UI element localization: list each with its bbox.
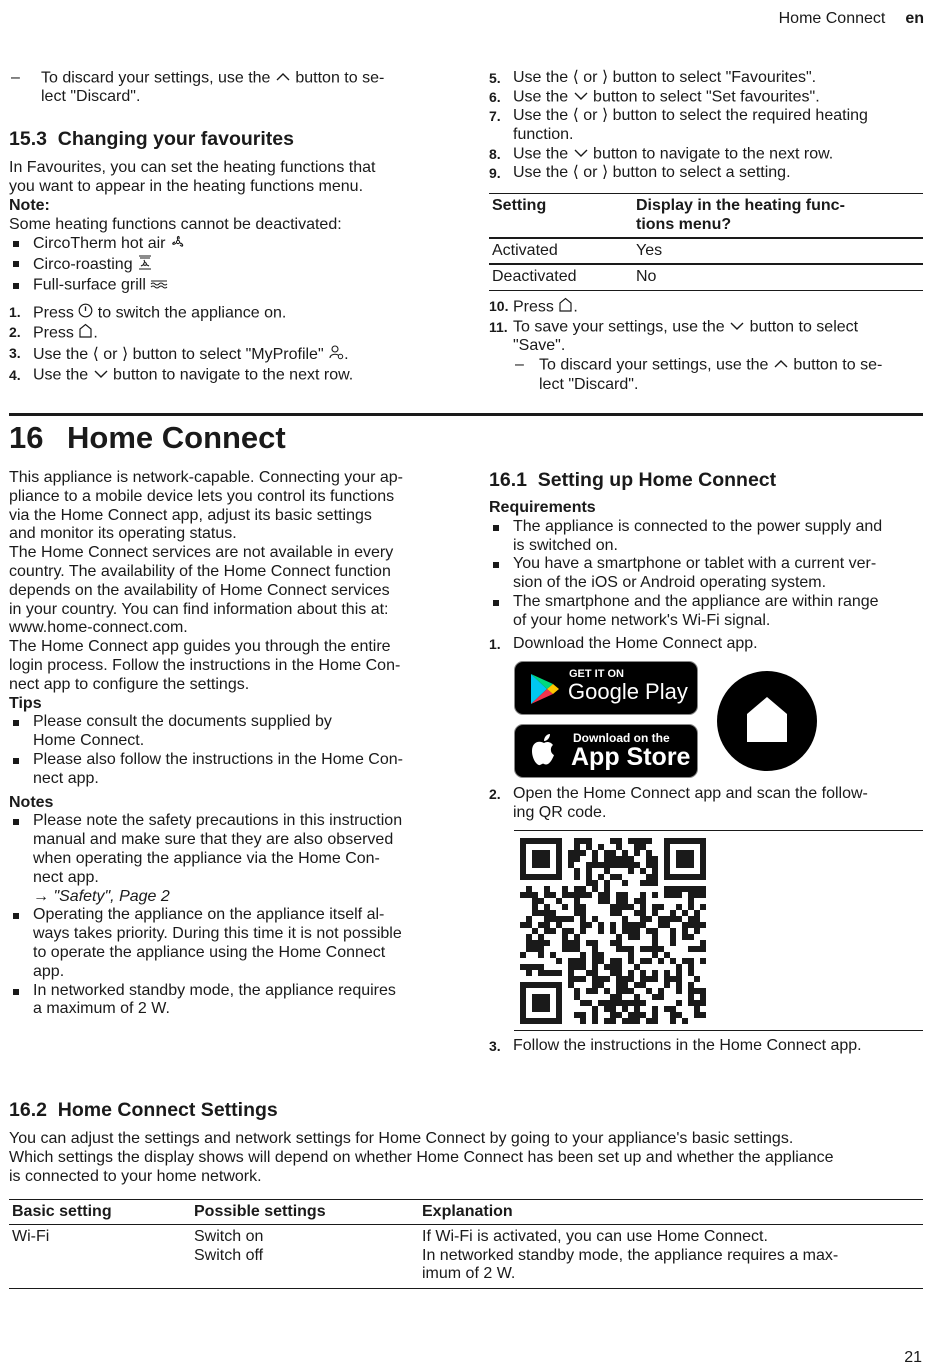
requirements-label: Requirements — [489, 499, 596, 516]
section-16-1-heading: 16.1 Setting up Home Connect — [489, 469, 777, 491]
tips-label: Tips — [9, 694, 42, 712]
fan-icon — [170, 234, 186, 254]
section-15-3-heading: 15.3 Changing your favourites — [9, 128, 294, 151]
step-2 — [489, 785, 923, 823]
step: 7. Use the ⟨ or ⟩ button to select the required heating function. — [489, 107, 868, 144]
circo-roasting-icon — [137, 254, 153, 276]
qr-top-rule — [514, 830, 923, 831]
step: 5. Use the ⟨ or ⟩ button to select "Favourites". — [489, 69, 817, 86]
app-store-badge[interactable]: Download on the App Store — [514, 724, 698, 778]
step: 11. To save your settings, use the button to select "Save". — [489, 318, 859, 355]
list-item: Please consult the documents supplied by Home Connect. — [9, 713, 449, 751]
requirements-list — [489, 518, 923, 631]
discard-instruction: – To discard your settings, use the button to se- lect "Discard". — [11, 69, 385, 106]
qr-finder-pattern — [664, 838, 706, 880]
step: 3. Use the ⟨ or ⟩ button to select "MyProfile" . — [9, 344, 449, 366]
non-deactivatable-list — [9, 234, 449, 295]
step: 2. Press . — [9, 323, 449, 344]
home-icon — [558, 297, 573, 318]
list-item: CircoTherm hot air — [9, 234, 449, 254]
google-play-icon — [527, 672, 561, 706]
arrow-right-icon: → — [33, 887, 49, 905]
header-language: en — [905, 10, 924, 27]
step: 6. Use the button to select "Set favourites". — [489, 88, 820, 106]
step: 1. Press to switch the appliance on. — [9, 303, 449, 324]
qr-bottom-rule — [514, 1030, 923, 1031]
list-item: The smartphone and the appliance are within range of your home network's Wi-Fi signal. — [489, 593, 923, 631]
section-16-2-intro: You can adjust the settings and network settings for Home Connect by going to your appliance's basic settings. Which settings the display shows will depend on whether Home Connect has been set up and whether the appliance is connected to your home network. — [9, 1130, 834, 1185]
chapter-16-right-column — [489, 468, 923, 653]
notes-label: Notes — [9, 793, 54, 811]
arrow-down-icon — [573, 145, 589, 164]
step: 4. Use the button to navigate to the next row. — [9, 366, 354, 384]
availability-paragraph: The Home Connect services are not available in every country. The availability of the Home Connect function depends on the availability of Home Connect services in your country. You can find information about this at: www.home-connect.com. — [9, 544, 394, 637]
qr-finder-pattern — [520, 838, 562, 880]
step-1 — [489, 635, 923, 654]
tips-list — [9, 713, 449, 788]
notes-list — [9, 812, 449, 1019]
steps-10-11 — [489, 297, 923, 356]
list-item: Operating the appliance on the appliance itself al- ways takes priority. During this time it is not possible to operate the appliance using the Home Connect app. — [9, 906, 449, 981]
top-right-column — [489, 69, 923, 395]
list-item: In networked standby mode, the appliance requires a maximum of 2 W. — [9, 982, 449, 1020]
chapter-16-left-column — [9, 469, 449, 1019]
favourites-table — [489, 193, 923, 291]
section-15-3-intro: In Favourites, you can set the heating functions that you want to appear in the heating functions menu. — [9, 159, 376, 196]
full-surface-grill-icon — [150, 276, 168, 295]
table-row: Deactivated No — [489, 264, 923, 290]
note-label: Note: — [9, 196, 50, 214]
chapter-16-heading: 16 Home Connect — [9, 420, 286, 455]
power-icon — [78, 303, 93, 324]
arrow-up-icon — [275, 69, 291, 88]
header-section: Home Connect — [778, 10, 886, 27]
table-header-row: Setting Display in the heating func- tions menu? — [489, 194, 923, 238]
basic-settings-table — [9, 1199, 923, 1289]
apple-icon — [529, 733, 559, 767]
steps-5-9 — [489, 69, 923, 183]
qr-finder-pattern — [520, 982, 562, 1024]
chapter-divider — [9, 413, 923, 416]
step: 9. Use the ⟨ or ⟩ button to select a setting. — [489, 164, 791, 182]
qr-code — [520, 838, 706, 1024]
page-number: 21 — [904, 1349, 922, 1366]
table-row: Wi-Fi Switch on Switch off If Wi-Fi is activated, you can use Home Connect. In networked standby mode, the appliance requires a max- imum of 2 W. — [9, 1224, 923, 1288]
list-item: Circo-roasting — [9, 254, 449, 276]
steps-1-4 — [9, 303, 449, 386]
google-play-badge[interactable]: GET IT ON Google Play — [514, 661, 698, 715]
home-connect-app-icon[interactable] — [716, 670, 818, 772]
list-item: You have a smartphone or tablet with a current ver- sion of the iOS or Android operating system. — [489, 555, 923, 593]
note-text: Some heating functions cannot be deactivated: — [9, 215, 342, 233]
login-paragraph: The Home Connect app guides you through the entire login process. Follow the instructions in the Home Con- nect app to configure the settings. — [9, 638, 401, 693]
list-item: Full-surface grill — [9, 276, 449, 295]
arrow-up-icon — [773, 356, 789, 375]
intro-paragraph: This appliance is network-capable. Connecting your ap- pliance to a mobile device lets you control its functions via the Home Connect app, adjust its basic settings and monitor its operating status. — [9, 469, 403, 543]
arrow-down-icon — [729, 318, 745, 337]
discard-instruction: – To discard your settings, use the button to se- lect "Discard". — [515, 356, 883, 393]
list-item: The appliance is connected to the power supply and is switched on. — [489, 518, 923, 556]
home-icon — [78, 323, 93, 344]
table-header-row: Basic setting Possible settings Explanation — [9, 1200, 923, 1225]
page-header — [779, 10, 924, 29]
step: 8. Use the button to navigate to the next row. — [489, 145, 834, 163]
step: 1. Download the Home Connect app. — [489, 634, 758, 652]
list-item: Please note the safety precautions in this instruction manual and make sure that they are also observed when operating the appliance via the Home Con- nect app. → "Safety", Page 2 — [9, 812, 449, 906]
table-row: Activated Yes — [489, 238, 923, 265]
list-item: Please also follow the instructions in the Home Con- nect app. — [9, 751, 449, 789]
step: 2. Open the Home Connect app and scan the follow- ing QR code. — [489, 785, 868, 821]
safety-cross-reference[interactable]: → "Safety", Page 2 — [33, 887, 170, 905]
top-left-column — [9, 69, 449, 385]
arrow-down-icon — [93, 366, 109, 385]
arrow-down-icon — [573, 88, 589, 107]
step: 3. Follow the instructions in the Home Connect app. — [489, 1037, 862, 1054]
step: 10. Press . — [489, 297, 923, 318]
my-profile-icon — [328, 344, 344, 366]
section-16-2-heading: 16.2 Home Connect Settings — [9, 1099, 278, 1121]
step-3 — [489, 1037, 923, 1056]
